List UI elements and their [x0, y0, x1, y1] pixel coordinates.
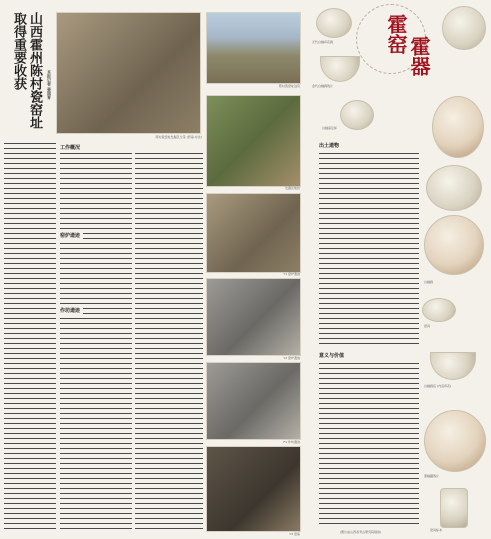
photo-y3	[206, 446, 301, 532]
article-column-2	[60, 152, 132, 532]
footer-credit: (图片由山西省考古研究院提供)	[340, 530, 382, 534]
headline-byline: 本报记者 晏国育	[47, 70, 52, 100]
caption-ceramic-2: 金代白釉碗残片	[312, 84, 334, 88]
headline-block	[2, 10, 54, 140]
article-column-5	[319, 152, 419, 344]
ceramic-bowl-left-middle	[320, 56, 360, 82]
caption-photo-top-left: 陈村瓷窑址发掘区全景 (西南-东北)	[155, 135, 202, 139]
caption-photo-y2: Y2 窑炉遗迹	[283, 356, 300, 360]
ceramic-bowl-lower-1	[422, 298, 456, 322]
ceramic-kiln-tool	[440, 488, 468, 528]
heading-kiln-remains: 窑炉遗迹	[60, 232, 83, 239]
ceramic-vessel-right-2	[424, 215, 484, 275]
ceramic-bowl-top-left	[316, 8, 352, 38]
photo-landscape	[206, 12, 301, 84]
caption-photo-y3: Y3 窑室	[289, 532, 300, 536]
caption-ceramic-1: 元代白釉印花碗	[312, 40, 334, 44]
ceramic-bowl-lower-2	[430, 352, 476, 380]
caption-ceramic-8: 窑具标本	[430, 528, 443, 532]
ceramic-vessel-right-1	[426, 165, 482, 211]
caption-photo-aerial: 发掘区航拍	[284, 186, 300, 190]
photo-excavation-overview	[56, 12, 201, 134]
article-column-3	[135, 152, 203, 532]
headline-main-line-2: 山西霍州陈村瓷窑址	[27, 12, 42, 129]
heading-work-overview: 工作概况	[60, 145, 81, 151]
photo-y2	[206, 278, 301, 356]
ceramic-plate-right	[432, 96, 484, 158]
headline-main-line-1: 取得重要收获	[11, 12, 26, 90]
ceramic-plate-top-right	[442, 6, 486, 50]
photo-f1	[206, 362, 301, 440]
caption-ceramic-6: 白釉碗底 (内底印花)	[424, 384, 452, 388]
right-title-line-2: 霍器	[407, 36, 431, 76]
heading-unearthed: 出土遗物	[319, 143, 340, 149]
photo-y1	[206, 193, 301, 273]
caption-ceramic-4: 白釉碗	[424, 280, 434, 284]
caption-photo-y1: Y1 窑炉遗迹	[283, 272, 300, 276]
caption-photo-landscape: 陈村瓷窑址远景	[278, 84, 300, 88]
caption-photo-f1: F1 作坊遗迹	[283, 440, 300, 444]
heading-workshop: 作坊遗迹	[60, 307, 83, 314]
article-column-1	[4, 142, 56, 532]
photo-aerial	[206, 95, 301, 187]
caption-ceramic-3: 白釉高足杯	[322, 126, 338, 130]
article-column-6	[319, 362, 419, 527]
right-title-line-1: 霍窑	[384, 14, 408, 54]
caption-ceramic-5: 窑具	[424, 324, 431, 328]
ceramic-decorated-plate	[424, 410, 486, 472]
heading-significance: 意义与价值	[319, 353, 345, 359]
caption-ceramic-7: 黑釉罐残片	[424, 474, 440, 478]
